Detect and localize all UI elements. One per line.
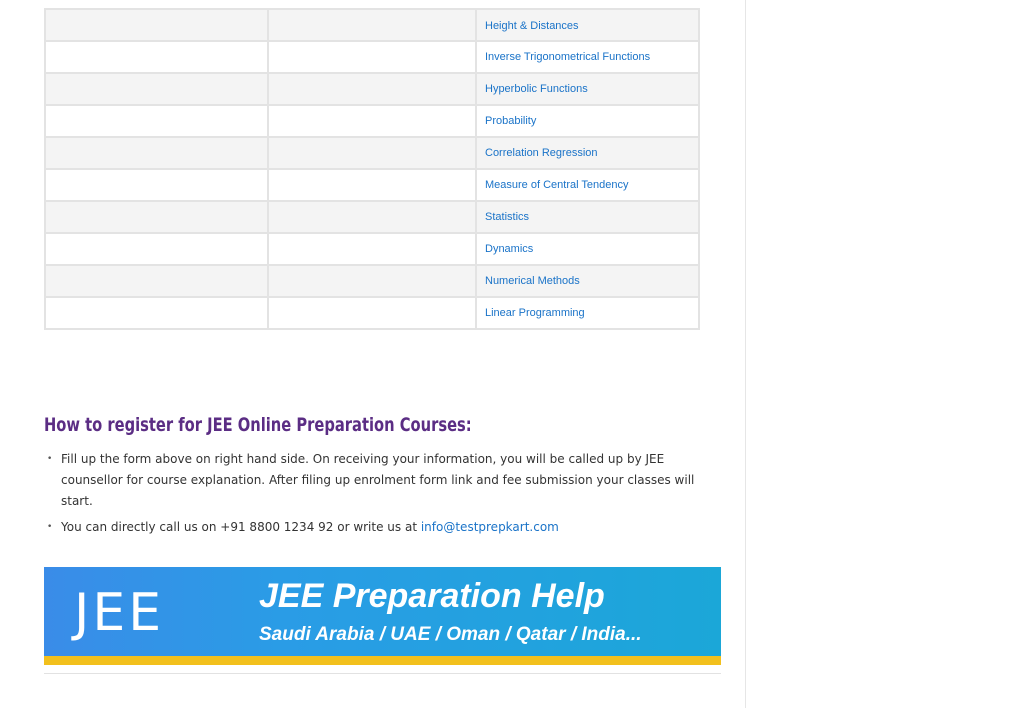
table-row	[45, 201, 699, 233]
banner-stripe	[44, 656, 721, 665]
topic-link-statistics[interactable]: Statistics	[476, 201, 699, 233]
table-cell	[268, 9, 476, 41]
jee-banner[interactable]	[44, 567, 721, 665]
table-row	[45, 137, 699, 169]
table-cell	[268, 169, 476, 201]
banner-subtitle: Saudi Arabia / UAE / Oman / Qatar / India...	[259, 624, 642, 645]
section-heading: How to register for JEE Online Preparation Courses:	[44, 414, 472, 436]
table-cell	[45, 41, 268, 73]
list-item	[44, 449, 724, 512]
topic-link-central-tendency[interactable]: Measure of Central Tendency	[476, 169, 699, 201]
table-row	[45, 73, 699, 105]
table-cell	[268, 233, 476, 265]
topic-link-height-distances[interactable]: Height & Distances	[476, 9, 699, 41]
table-row	[45, 9, 699, 41]
table-cell	[45, 137, 268, 169]
table-cell	[268, 265, 476, 297]
topic-link-probability[interactable]: Probability	[476, 105, 699, 137]
table-cell	[45, 169, 268, 201]
table-cell	[45, 297, 268, 329]
list-item	[44, 517, 724, 538]
table-cell	[45, 201, 268, 233]
table-cell	[45, 265, 268, 297]
table-cell	[268, 137, 476, 169]
table-cell	[45, 105, 268, 137]
table-row	[45, 105, 699, 137]
email-link[interactable]: info@testprepkart.com	[420, 520, 559, 534]
topic-link-dynamics[interactable]: Dynamics	[476, 233, 699, 265]
table-cell	[268, 41, 476, 73]
table-cell	[268, 297, 476, 329]
table-row	[45, 265, 699, 297]
topics-table	[44, 8, 700, 330]
divider	[44, 673, 721, 674]
table-row	[45, 297, 699, 329]
step-text: Fill up the form above on right hand side. On receiving your information, you will be called up by JEE counsellor for course explanation. After filing up enrolment form link and fee submission your classes will start.	[61, 452, 695, 508]
topic-link-correlation[interactable]: Correlation Regression	[476, 137, 699, 169]
topic-link-inverse-trig[interactable]: Inverse Trigonometrical Functions	[476, 41, 699, 73]
table-cell	[268, 73, 476, 105]
topic-link-numerical-methods[interactable]: Numerical Methods	[476, 265, 699, 297]
jee-logo: JEE	[74, 583, 165, 643]
table-cell	[45, 233, 268, 265]
registration-steps	[44, 449, 724, 543]
table-row	[45, 169, 699, 201]
table-cell	[45, 9, 268, 41]
banner-headline: JEE Preparation Help	[259, 577, 605, 615]
topic-link-hyperbolic[interactable]: Hyperbolic Functions	[476, 73, 699, 105]
table-row	[45, 41, 699, 73]
table-row	[45, 233, 699, 265]
table-cell	[45, 73, 268, 105]
table-cell	[268, 105, 476, 137]
step-text: You can directly call us on +91 8800 1234 92 or write us at	[61, 520, 421, 534]
topic-link-linear-programming[interactable]: Linear Programming	[476, 297, 699, 329]
table-cell	[268, 201, 476, 233]
